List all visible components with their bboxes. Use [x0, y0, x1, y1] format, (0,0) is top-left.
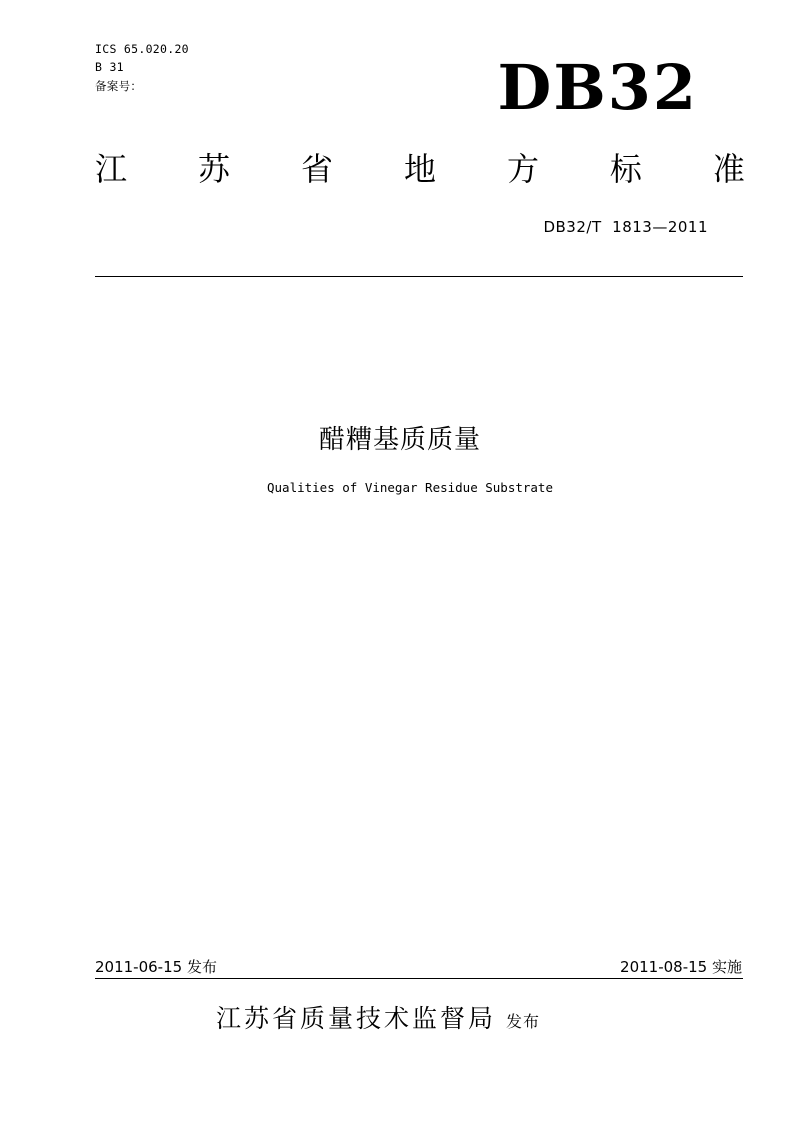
- publish-date: 2011-06-15 发布: [95, 958, 217, 976]
- standard-type-char: 苏: [197, 150, 230, 188]
- ics-code: ICS 65.020.20: [95, 42, 189, 56]
- db-code-mark: DB32: [497, 51, 698, 124]
- issuer-line: [216, 1000, 540, 1041]
- document-title-chinese: 醋糟基质质量: [318, 425, 481, 455]
- standard-type-char: 省: [300, 150, 333, 188]
- issuer-name: 江苏省质量技术监督局: [216, 1004, 497, 1033]
- classification-code: B 31: [95, 60, 124, 74]
- standard-type-title: [95, 146, 745, 192]
- standard-type-char: 准: [712, 150, 745, 188]
- standard-number: DB32/T 1813—2011: [543, 218, 708, 236]
- issuer-suffix: 发布: [506, 1012, 541, 1031]
- implement-date: 2011-08-15 实施: [620, 958, 742, 976]
- header-divider: [95, 276, 743, 277]
- standard-type-char: 标: [609, 150, 642, 188]
- footer-divider: [95, 978, 743, 979]
- standard-type-char: 方: [506, 150, 539, 188]
- document-title-english: Qualities of Vinegar Residue Substrate: [267, 480, 553, 495]
- standard-type-char: 地: [403, 150, 436, 188]
- record-number-label: 备案号：: [95, 79, 143, 93]
- standard-type-char: 江: [95, 150, 128, 188]
